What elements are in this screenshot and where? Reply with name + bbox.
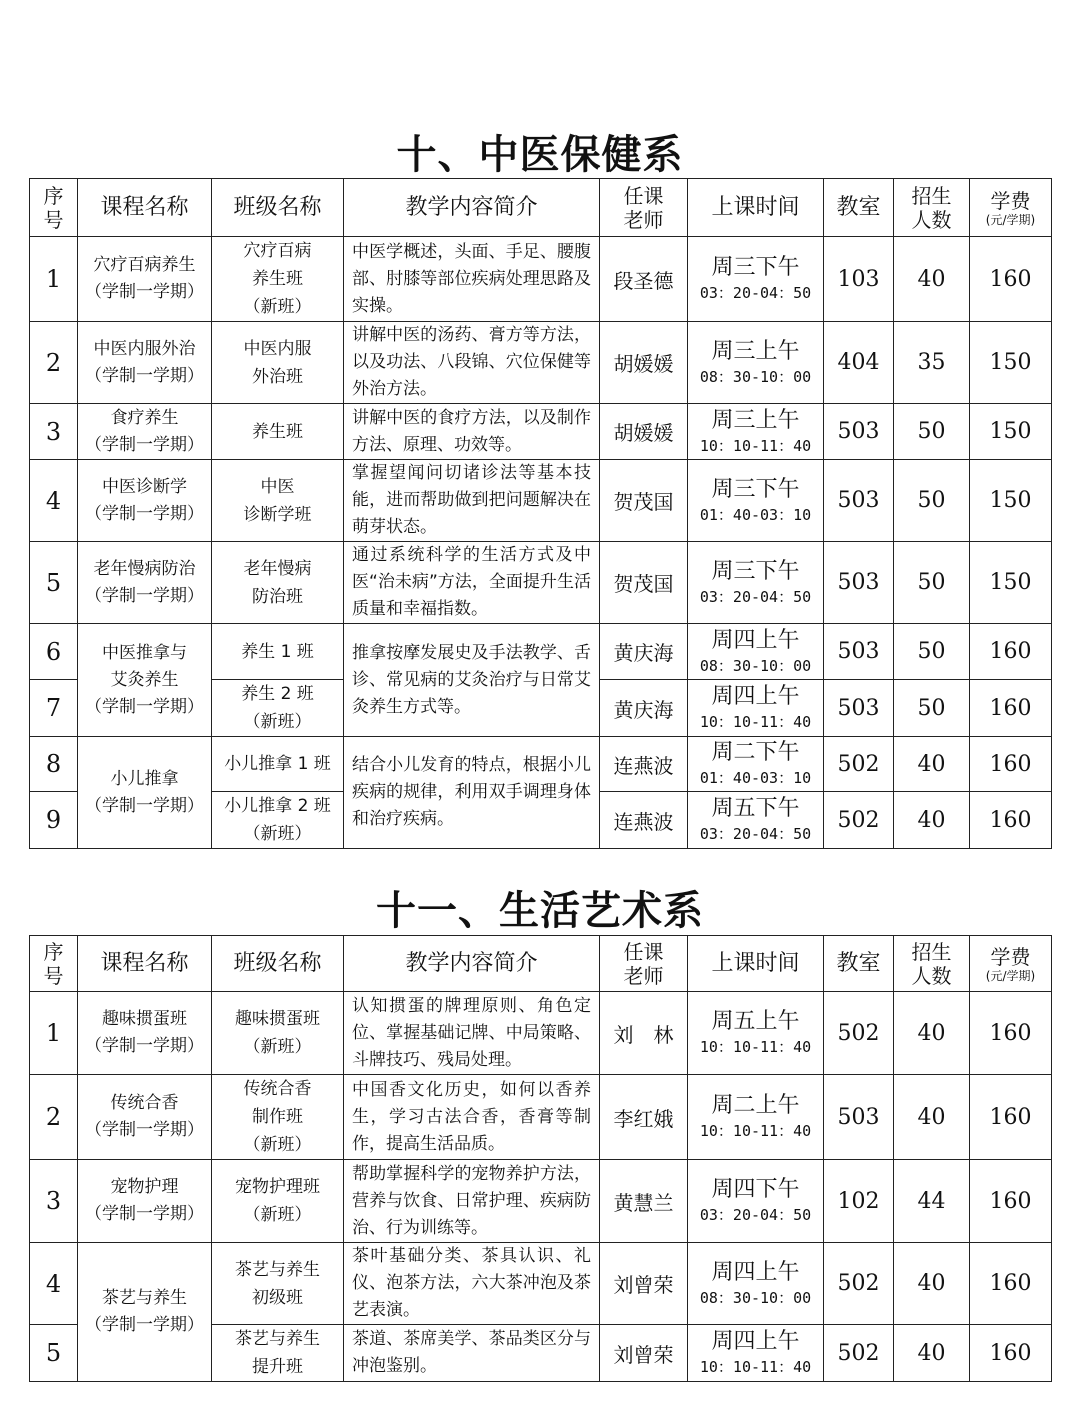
room-cell: 502 [824,1325,894,1382]
quota-cell: 50 [894,624,970,680]
class-cell: 小儿推拿 2 班 （新班） [212,792,344,849]
header-room: 教室 [824,936,894,992]
desc-cell: 讲解中医的汤药、膏方等方法，以及功法、八段锦、穴位保健等外治方法。 [344,322,600,404]
teacher-cell: 胡媛媛 [600,322,688,404]
time-cell: 周四上午 08：30-10：00 [688,624,824,680]
seq-cell: 5 [30,542,78,624]
seq-cell: 9 [30,792,78,849]
room-cell: 103 [824,237,894,322]
table-row [30,1160,1052,1243]
header-class: 班级名称 [212,179,344,237]
course-table [29,178,1052,849]
room-cell: 404 [824,322,894,404]
desc-cell: 认知掼蛋的牌理原则、角色定位、掌握基础记牌、中局策略、斗牌技巧、残局处理。 [344,992,600,1075]
class-cell: 宠物护理班 （新班） [212,1160,344,1243]
room-cell: 503 [824,404,894,460]
teacher-cell: 段圣德 [600,237,688,322]
room-cell: 503 [824,460,894,542]
fee-cell: 150 [970,404,1052,460]
room-cell: 102 [824,1160,894,1243]
teacher-cell: 黄庆海 [600,624,688,680]
course-cell: 传统合香 （学制一学期） [78,1075,212,1160]
header-seq: 序号 [30,179,78,237]
table-row [30,542,1052,624]
course-cell: 食疗养生 （学制一学期） [78,404,212,460]
header-quota: 招生人数 [894,179,970,237]
fee-cell: 160 [970,1325,1052,1382]
time-cell: 周三上午 10：10-11：40 [688,404,824,460]
fee-cell: 160 [970,237,1052,322]
quota-cell: 40 [894,992,970,1075]
teacher-cell: 胡媛媛 [600,404,688,460]
time-cell: 周四下午 03：20-04：50 [688,1160,824,1243]
quota-cell: 50 [894,542,970,624]
section-title: 十一、生活艺术系 [376,887,704,934]
teacher-cell: 黄慧兰 [600,1160,688,1243]
time-cell: 周五上午 10：10-11：40 [688,992,824,1075]
teacher-cell: 贺茂国 [600,460,688,542]
table-row [30,737,1052,792]
quota-cell: 40 [894,792,970,849]
fee-cell: 150 [970,542,1052,624]
header-content: 教学内容简介 [344,936,600,992]
header-content: 教学内容简介 [344,179,600,237]
table-row [30,1243,1052,1325]
fee-cell: 160 [970,792,1052,849]
class-cell: 茶艺与养生 初级班 [212,1243,344,1325]
time-cell: 周五下午 03：20-04：50 [688,792,824,849]
table-row [30,237,1052,322]
table-header-row [30,936,1052,992]
desc-cell: 中医学概述，头面、手足、腰腹部、肘膝等部位疾病处理思路及实操。 [344,237,600,322]
fee-cell: 150 [970,460,1052,542]
course-cell: 穴疗百病养生 （学制一学期） [78,237,212,322]
fee-cell: 160 [970,1243,1052,1325]
course-cell: 老年慢病防治 （学制一学期） [78,542,212,624]
class-cell: 中医 诊断学班 [212,460,344,542]
class-cell: 老年慢病 防治班 [212,542,344,624]
room-cell: 503 [824,1075,894,1160]
fee-cell: 160 [970,1075,1052,1160]
header-teacher: 任课老师 [600,179,688,237]
desc-cell: 推拿按摩发展史及手法教学、舌诊、常见病的艾灸治疗与日常艾灸养生方式等。 [344,624,600,737]
header-seq: 序号 [30,936,78,992]
quota-cell: 40 [894,737,970,792]
quota-cell: 40 [894,1243,970,1325]
time-cell: 周三下午 03：20-04：50 [688,237,824,322]
header-fee: 学费 (元/学期) [970,936,1052,992]
quota-cell: 44 [894,1160,970,1243]
quota-cell: 35 [894,322,970,404]
table-row [30,992,1052,1075]
desc-cell: 帮助掌握科学的宠物养护方法，营养与饮食、日常护理、疾病防治、行为训练等。 [344,1160,600,1243]
class-cell: 中医内服 外治班 [212,322,344,404]
header-quota: 招生人数 [894,936,970,992]
fee-cell: 160 [970,1160,1052,1243]
class-cell: 养生班 [212,404,344,460]
teacher-cell: 贺茂国 [600,542,688,624]
table-row [30,404,1052,460]
fee-cell: 160 [970,624,1052,680]
quota-cell: 50 [894,404,970,460]
course-cell: 茶艺与养生 （学制一学期） [78,1243,212,1382]
desc-cell: 茶叶基础分类、茶具认识、礼仪、泡茶方法，六大茶冲泡及茶艺表演。 [344,1243,600,1325]
table-row [30,1075,1052,1160]
seq-cell: 3 [30,1160,78,1243]
seq-cell: 4 [30,460,78,542]
room-cell: 503 [824,680,894,737]
seq-cell: 6 [30,624,78,680]
course-table [29,935,1052,1382]
time-cell: 周二上午 10：10-11：40 [688,1075,824,1160]
time-cell: 周四上午 10：10-11：40 [688,1325,824,1382]
class-cell: 养生 1 班 [212,624,344,680]
header-room: 教室 [824,179,894,237]
class-cell: 穴疗百病 养生班 （新班） [212,237,344,322]
seq-cell: 5 [30,1325,78,1382]
header-fee: 学费 (元/学期) [970,179,1052,237]
quota-cell: 50 [894,460,970,542]
table-row [30,460,1052,542]
header-time: 上课时间 [688,179,824,237]
desc-cell: 掌握望闻问切诸诊法等基本技能，进而帮助做到把问题解决在萌芽状态。 [344,460,600,542]
section-title: 十、中医保健系 [396,131,684,178]
seq-cell: 1 [30,237,78,322]
desc-cell: 讲解中医的食疗方法，以及制作方法、原理、功效等。 [344,404,600,460]
header-time: 上课时间 [688,936,824,992]
teacher-cell: 刘曾荣 [600,1243,688,1325]
teacher-cell: 连燕波 [600,737,688,792]
seq-cell: 3 [30,404,78,460]
course-cell: 小儿推拿 （学制一学期） [78,737,212,849]
fee-cell: 160 [970,992,1052,1075]
class-cell: 传统合香 制作班 （新班） [212,1075,344,1160]
fee-cell: 160 [970,737,1052,792]
fee-cell: 160 [970,680,1052,737]
teacher-cell: 李红娥 [600,1075,688,1160]
table-header-row [30,179,1052,237]
seq-cell: 2 [30,1075,78,1160]
course-cell: 宠物护理 （学制一学期） [78,1160,212,1243]
course-cell: 中医诊断学 （学制一学期） [78,460,212,542]
room-cell: 502 [824,1243,894,1325]
fee-cell: 150 [970,322,1052,404]
seq-cell: 4 [30,1243,78,1325]
class-cell: 茶艺与养生 提升班 [212,1325,344,1382]
time-cell: 周二下午 01：40-03：10 [688,737,824,792]
course-cell: 中医推拿与 艾灸养生 （学制一学期） [78,624,212,737]
quota-cell: 40 [894,1325,970,1382]
quota-cell: 50 [894,680,970,737]
desc-cell: 通过系统科学的生活方式及中医“治未病”方法，全面提升生活质量和幸福指数。 [344,542,600,624]
teacher-cell: 刘曾荣 [600,1325,688,1382]
desc-cell: 中国香文化历史，如何以香养生，学习古法合香，香膏等制作，提高生活品质。 [344,1075,600,1160]
room-cell: 502 [824,792,894,849]
room-cell: 502 [824,992,894,1075]
teacher-cell: 刘 林 [600,992,688,1075]
course-cell: 中医内服外治 （学制一学期） [78,322,212,404]
class-cell: 小儿推拿 1 班 [212,737,344,792]
header-class: 班级名称 [212,936,344,992]
room-cell: 502 [824,737,894,792]
desc-cell: 茶道、茶席美学、茶品类区分与冲泡鉴别。 [344,1325,600,1382]
time-cell: 周三下午 03：20-04：50 [688,542,824,624]
time-cell: 周三下午 01：40-03：10 [688,460,824,542]
seq-cell: 8 [30,737,78,792]
header-course: 课程名称 [78,936,212,992]
time-cell: 周四上午 10：10-11：40 [688,680,824,737]
course-cell: 趣味掼蛋班 （学制一学期） [78,992,212,1075]
seq-cell: 1 [30,992,78,1075]
teacher-cell: 黄庆海 [600,680,688,737]
time-cell: 周四上午 08：30-10：00 [688,1243,824,1325]
time-cell: 周三上午 08：30-10：00 [688,322,824,404]
table-row [30,322,1052,404]
class-cell: 养生 2 班 （新班） [212,680,344,737]
class-cell: 趣味掼蛋班 （新班） [212,992,344,1075]
quota-cell: 40 [894,237,970,322]
teacher-cell: 连燕波 [600,792,688,849]
room-cell: 503 [824,624,894,680]
room-cell: 503 [824,542,894,624]
header-teacher: 任课老师 [600,936,688,992]
quota-cell: 40 [894,1075,970,1160]
seq-cell: 7 [30,680,78,737]
table-row [30,624,1052,680]
header-course: 课程名称 [78,179,212,237]
seq-cell: 2 [30,322,78,404]
desc-cell: 结合小儿发育的特点，根据小儿疾病的规律，利用双手调理身体和治疗疾病。 [344,737,600,849]
